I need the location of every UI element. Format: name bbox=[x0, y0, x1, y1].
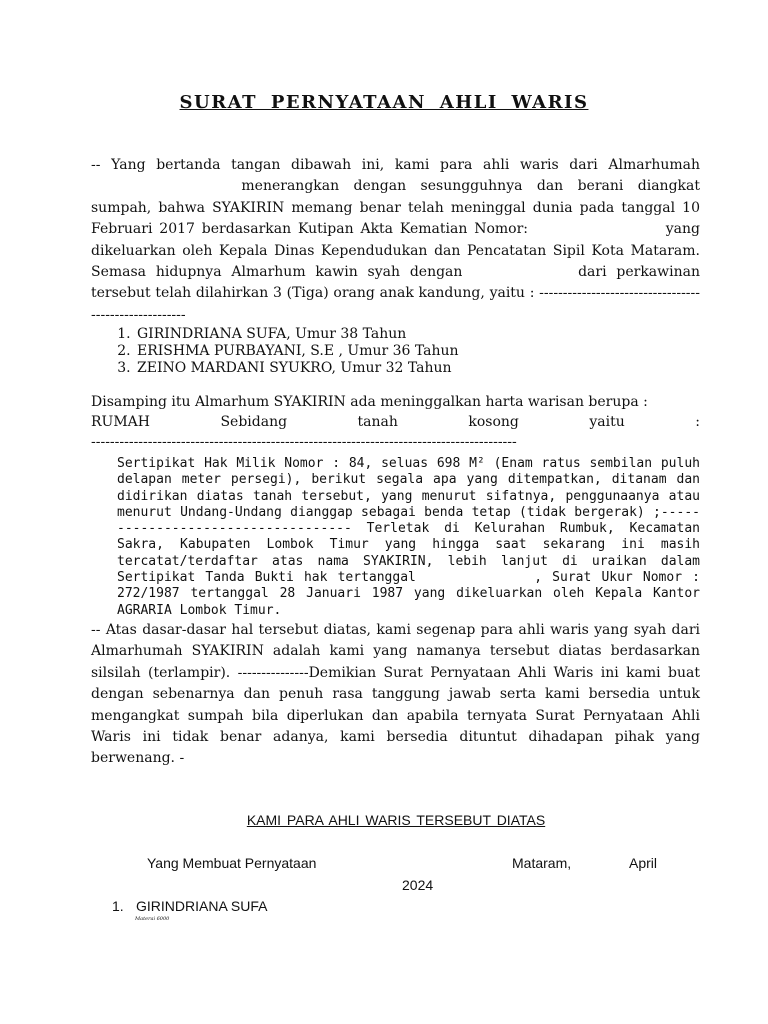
signature-heading: KAMI PARA AHLI WARIS TERSEBUT DIATAS bbox=[246, 812, 546, 828]
signer-name: GIRINDRIANA SUFA bbox=[136, 898, 268, 914]
signing-year: 2024 bbox=[402, 877, 434, 893]
heirs-list bbox=[91, 326, 695, 376]
opening-start: -- Yang bertanda tangan dibawah ini, kami para ahli waris dari Almarhumah bbox=[91, 157, 700, 173]
maker-label: Yang Membuat Pernyataan bbox=[147, 855, 317, 871]
certificate-paragraph bbox=[117, 456, 700, 619]
opening-cont: menerangkan dengan sesungguhnya dan berani diangkat sumpah, bahwa SYAKIRIN memang benar telah meninggal dunia pada tanggal 10 Februari 2017 berdasarkan Kutipan Akta Kematian Nomor: bbox=[91, 178, 700, 238]
opening-cont3: dari perkawinan tersebut telah dilahirkan 3 (Tiga) orang anak kandung, yaitu : ------------------------------------------------------ bbox=[91, 264, 700, 323]
document-title: SURAT PERNYATAAN AHLI WARIS bbox=[179, 92, 589, 113]
opening-paragraph bbox=[91, 155, 700, 326]
signer-number: 1. bbox=[112, 898, 124, 914]
stamp-label: Materai 6000 bbox=[135, 916, 170, 922]
closing-paragraph: -- Atas dasar-dasar hal tersebut diatas, kami segenap para ahli waris yang syah dari Almarhumah SYAKIRIN adalah kami yang namanya tersebut diatas berdasarkan silsilah (terlampir). ---------------Demikian Surat Pernyataan Ahli Waris ini kami buat dengan sebenarnya dan penuh rasa tanggung jawab serta kami bersedia untuk mengangkat sumpah bila diperlukan dan apabila ternyata Surat Pernyataan Ahli Waris ini tidak benar adanya, kami bersedia dituntut dihadapan pihak yang berwenang. - bbox=[91, 622, 700, 767]
estate-word: RUMAH bbox=[91, 414, 150, 430]
certificate-start: Sertipikat Hak Milik Nomor : 84, seluas 698 M² (Enam ratus sembilan puluh delapan meter persegi), berikut segala apa yang ditempatkan, ditanam dan didirikan diatas tanah tersebut, yang menurut sifatnya, penggunaanya atau menurut Undang-Undang dianggap sebagai benda tetap (tidak bergerak) ;----------------------------------- Terletak di Kelurahan Rumbuk, Kecamatan Sakra, Kabupaten Lombok Timur yang hingga saat sekarang ini masih tercatat/terdaftar atas nama SYAKIRIN, lebih lanjut di uraikan dalam Sertipikat Tanda Bukti hak tertanggal bbox=[117, 456, 700, 586]
estate-word: kosong bbox=[468, 414, 519, 430]
heir-item: 1. GIRINDRIANA SUFA, Umur 38 Tahun bbox=[135, 326, 695, 343]
estate-word: : bbox=[695, 414, 700, 430]
certificate-end: , Surat Ukur Nomor : 272/1987 tertanggal 28 Januari 1987 yang dikeluarkan oleh Kepala Kantor AGRARIA Lombok Timur. bbox=[117, 570, 701, 618]
opening-cont2: yang dikeluarkan oleh Kepala Dinas Kependudukan dan Pencatatan Sipil Kota Mataram. Semasa hidupnya Almarhum kawin syah dengan bbox=[91, 221, 700, 281]
estate-dash-line: ------------------------------------------------------------------------------------------ bbox=[91, 434, 517, 450]
estate-word: tanah bbox=[357, 414, 398, 430]
estate-word: yaitu bbox=[589, 414, 625, 430]
estate-word: Sebidang bbox=[220, 414, 288, 430]
heir-item: 2. ERISHMA PURBAYANI, S.E , Umur 36 Tahun bbox=[135, 343, 695, 360]
signer-entry bbox=[112, 898, 267, 914]
heir-item: 3. ZEINO MARDANI SYUKRO, Umur 32 Tahun bbox=[135, 360, 695, 377]
signing-place: Mataram, bbox=[512, 855, 572, 871]
signing-month: April bbox=[629, 855, 658, 871]
estate-line bbox=[91, 414, 700, 430]
estate-intro: Disamping itu Almarhum SYAKIRIN ada meninggalkan harta warisan berupa : bbox=[91, 394, 648, 410]
